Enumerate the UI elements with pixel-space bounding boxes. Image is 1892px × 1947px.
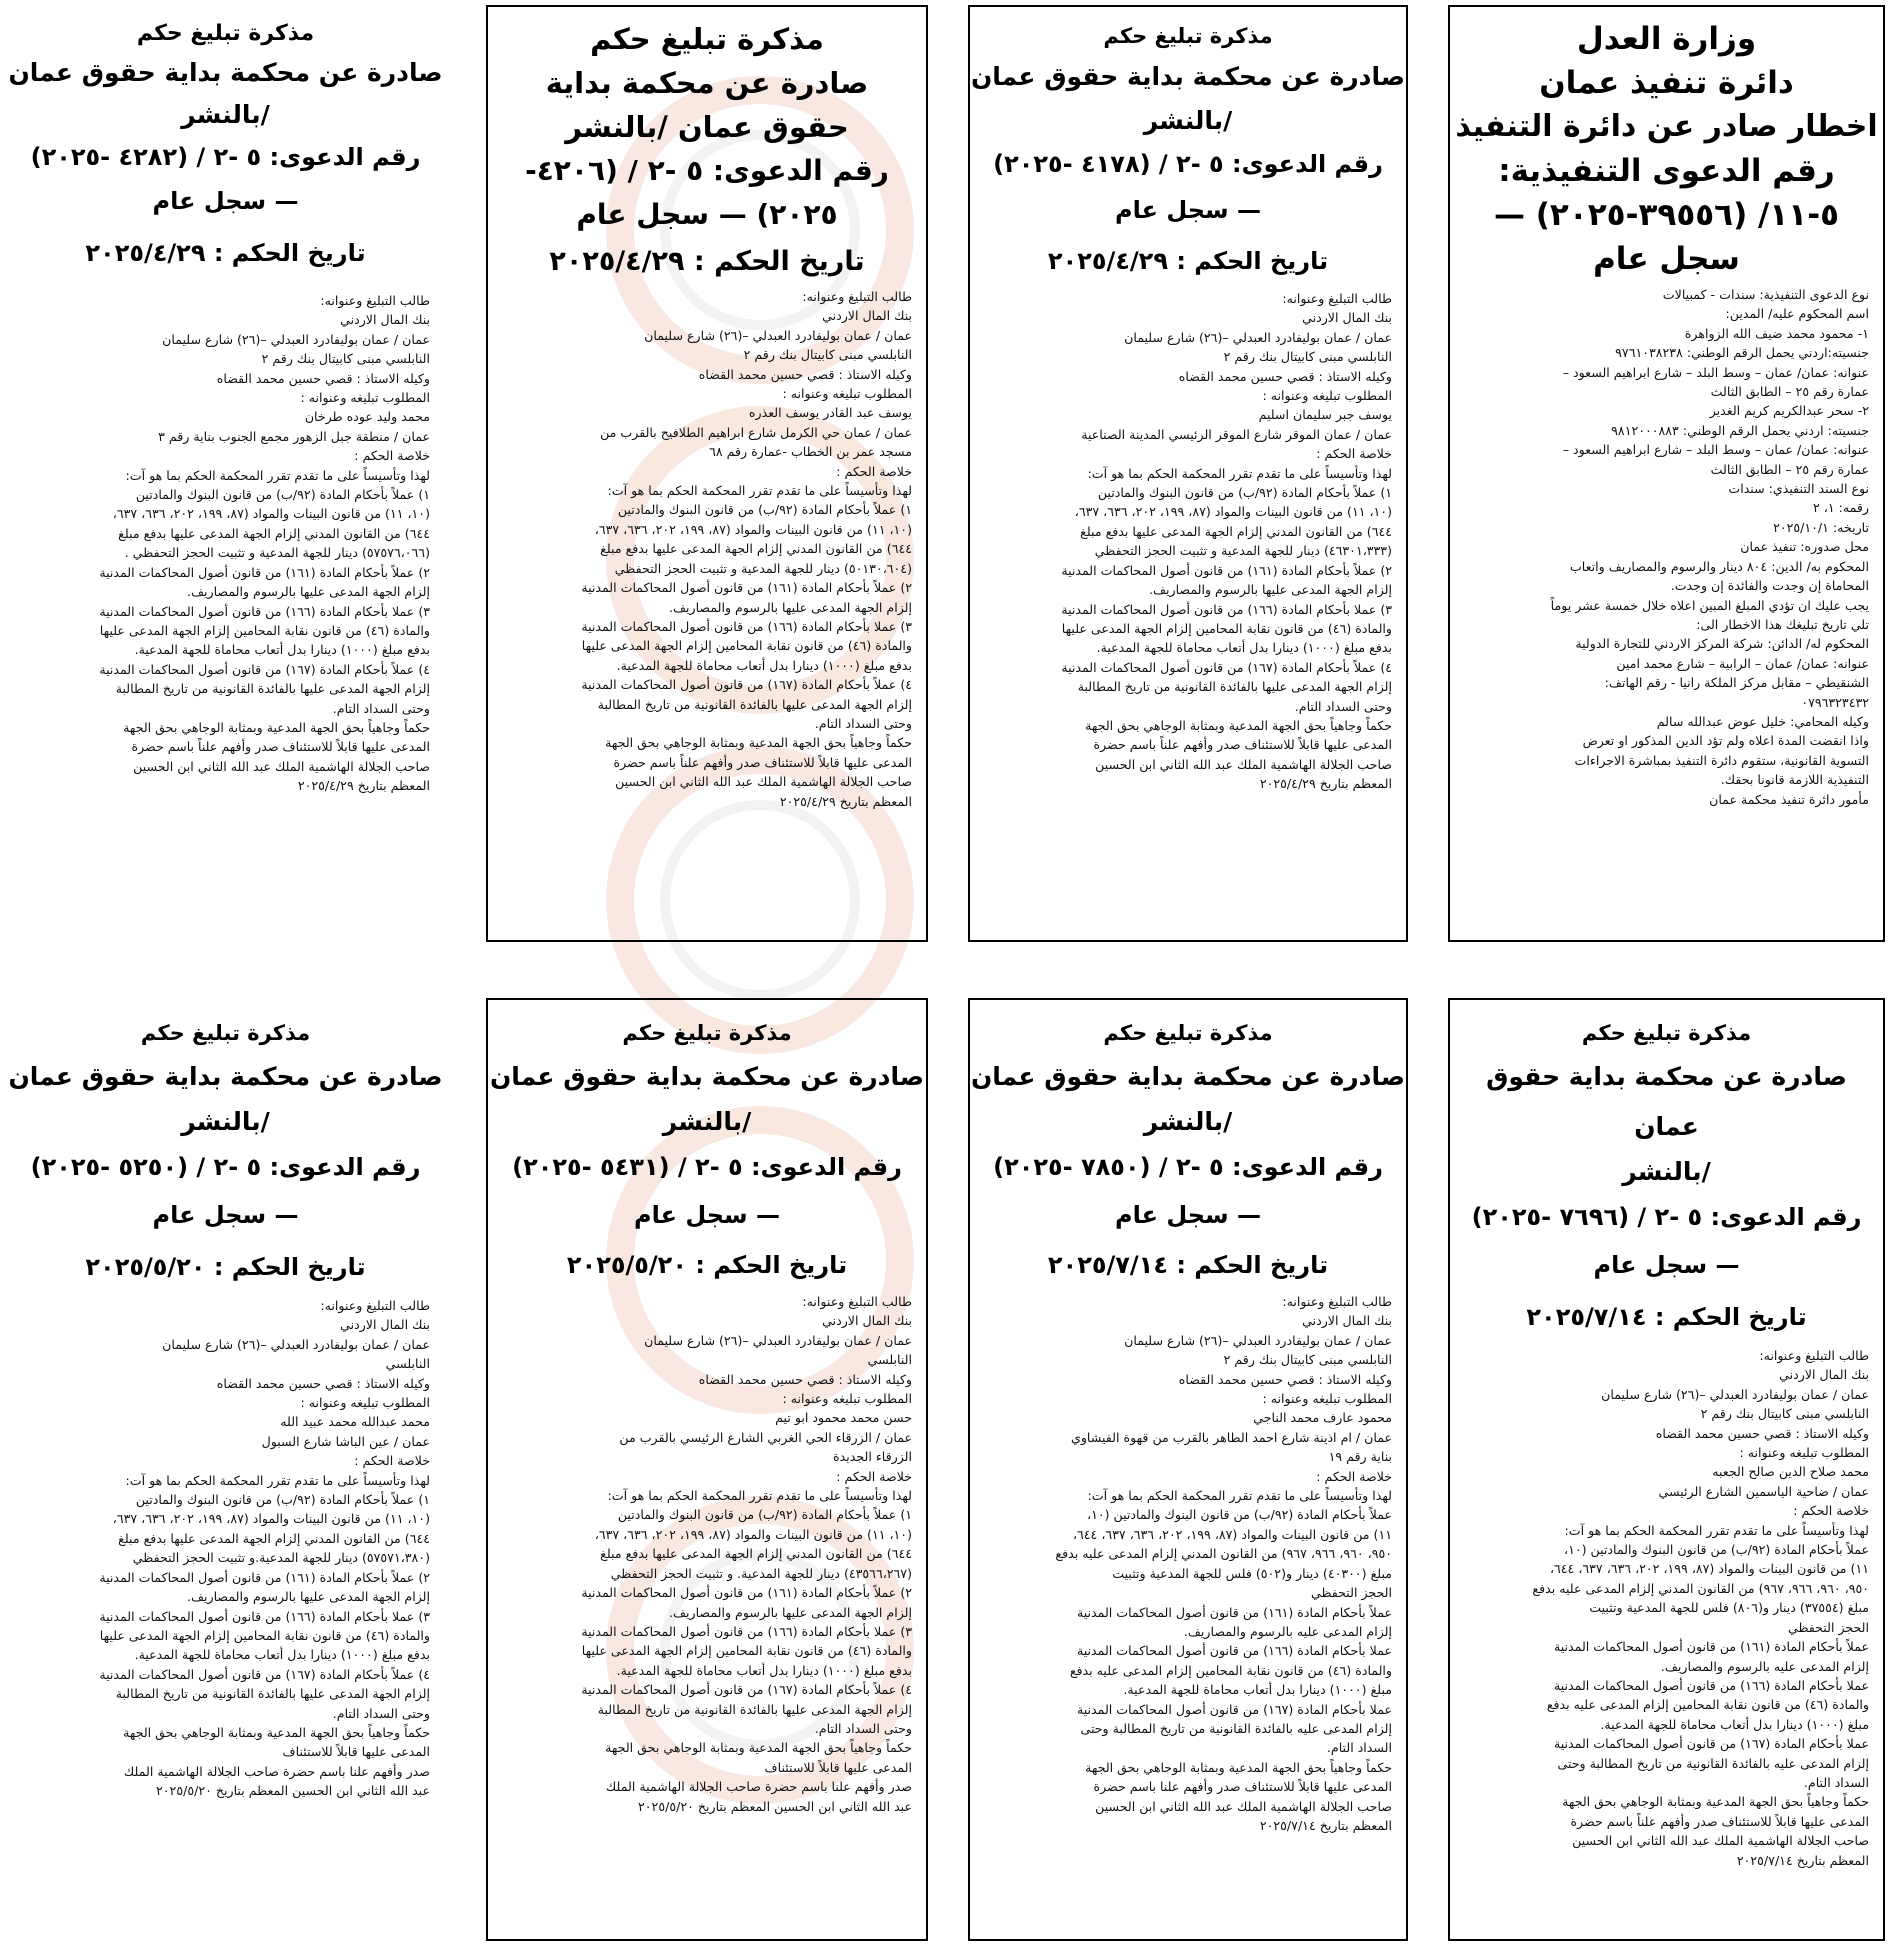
- body-line: إلزام الجهة المدعى عليها بالرسوم والمصاريف.: [1148, 582, 1392, 598]
- body-line: عمان / ضاحية الياسمين الشارع الرئيسي: [1658, 1483, 1869, 1499]
- notice-header: [488, 7, 926, 287]
- body-line: المعظم بتاريخ ٢٠٢٥/٤/٢٩: [1259, 776, 1392, 792]
- body-line: صاحب الجلالة الهاشمية الملك عبد الله الثاني ابن الحسين: [133, 758, 430, 774]
- body-line: بنك المال الاردني: [1302, 1313, 1392, 1329]
- body-line: خلاصة الحكم :: [1316, 1468, 1392, 1484]
- header-line: مذكرة تبليغ حكم: [1103, 24, 1273, 48]
- body-line: المدعى عليها قابلاً للاستئناف صدر وأفهم علناً باسم حضرة: [613, 754, 912, 770]
- body-line: النابلسي مبنى كابيتال بنك رقم ٢: [261, 351, 430, 367]
- body-line: عمان / عمان بوليفادرد العبدلي –(٢٦) شارع سليمان: [644, 1332, 912, 1348]
- body-line: عملا بأحكام المادة (١٦٦) من قانون أصول المحاكمات المدنية: [1077, 1643, 1392, 1659]
- body-line: والمادة (٤٦) من قانون نقابة المحامين إلزام الجهة المدعى عليها: [581, 1643, 912, 1659]
- body-line: بنك المال الاردني: [822, 308, 912, 324]
- notice-body: [1450, 1346, 1883, 1870]
- body-line: إلزام الجهة المدعى عليها بالرسوم والمصاريف.: [186, 584, 430, 600]
- body-line: لهذا وتأسيساً على ما تقدم تقرر المحكمة الحكم بما هو آت:: [125, 1472, 430, 1488]
- body-line: صدر وأفهم علنا باسم حضرة صاحب الجلالة الهاشمية الملك: [605, 1779, 912, 1795]
- header-line: /بالنشر: [1622, 1157, 1711, 1186]
- body-line: خلاصة الحكم :: [354, 1453, 430, 1469]
- body-line: نوع السند التنفيذي: سندات: [1728, 481, 1869, 497]
- body-line: طالب التبليغ وعنوانه:: [320, 1298, 430, 1313]
- body-line: طالب التبليغ وعنوانه:: [1759, 1348, 1869, 1363]
- header-line: مذكرة تبليغ حكم: [1103, 1021, 1273, 1045]
- body-line: حكماً وجاهياً بحق الجهة المدعية وبمثابة الوجاهي بحق الجهة: [605, 1740, 912, 1756]
- header-line: اخطار صادر عن دائرة التنفيذ: [1455, 109, 1878, 144]
- body-line: جنسيته:اردني يحمل الرقم الوطني: ٩٧٦١٠٣٨٢٣٨: [1615, 345, 1869, 361]
- body-line: حكماً وجاهياً بحق الجهة المدعية وبمثابة الوجاهي بحق الجهة: [1085, 1759, 1392, 1775]
- body-line: مبلغ (٣٧٥٥٤) دينار و(٨٠٦) فلس للجهة المدعية وتثبيت: [1589, 1600, 1869, 1616]
- body-line: والمادة (٤٦) من قانون نقابة المحامين إلزام الجهة المدعى عليها: [581, 638, 912, 654]
- body-line: تاريخه: ٢٠٢٥/١٠/١: [1773, 519, 1869, 535]
- header-line: — سجل عام: [152, 187, 299, 215]
- body-line: المدعى عليها قابلاً للاستئناف صدر وأفهم علناً باسم حضرة: [1093, 737, 1392, 753]
- notice-judgment-4206: [486, 5, 928, 942]
- notice-judgment-4178: [968, 5, 1408, 942]
- notice-judgment-4282: [5, 5, 446, 942]
- header-line: دائرة تنفيذ عمان: [1539, 65, 1794, 101]
- body-line: النابلسي: [867, 1352, 912, 1368]
- body-line: ٣) عملا بأحكام المادة (١٦٦) من قانون أصول المحاكمات المدنية: [1061, 601, 1392, 617]
- header-line: رقم الدعوى: ٥ -٢ / (٥٤٣١ -٢٠٢٥): [512, 1153, 902, 1181]
- body-line: عنوانه: عمان/ عمان – الرابية – شارع محمد امين: [1616, 655, 1869, 671]
- body-line: عملا بأحكام المادة (١٦٦) من قانون أصول المحاكمات المدنية: [1554, 1677, 1869, 1693]
- body-line: إلزام الجهة المدعى عليها بالفائدة القانونية من تاريخ المطالبة: [1077, 679, 1392, 695]
- body-line: نوع الدعوى التنفيذية: سندات - كمبيالات: [1662, 287, 1869, 302]
- body-line: وكيله الاستاذ : قصي حسين محمد القضاه: [698, 366, 912, 382]
- body-line: إلزام الجهة المدعى عليها بالرسوم والمصاريف.: [668, 1604, 912, 1620]
- body-line: يوسف جبر سليمان اسليم: [1258, 407, 1392, 423]
- body-line: واذا انقضت المدة اعلاه ولم تؤد الدين المذكور او تعرض: [1582, 733, 1869, 749]
- notice-body: [7, 283, 444, 796]
- body-line: ٦٤٤) من القانون المدني إلزام الجهة المدعى عليها بدفع مبلغ: [600, 1546, 912, 1562]
- body-line: المطلوب تبليغه وعنوانه :: [782, 1391, 912, 1407]
- body-line: السداد التام.: [1803, 1774, 1869, 1790]
- body-line: المدعى عليها قابلاً للاستئناف: [282, 1744, 430, 1760]
- header-line: تاريخ الحكم : ٢٠٢٥/٤/٢٩: [85, 239, 366, 267]
- body-line: يوسف عبد القادر يوسف العذره: [748, 405, 912, 421]
- body-line: المعظم بتاريخ ٢٠٢٥/٧/١٤: [1259, 1817, 1392, 1833]
- body-line: إلزام الجهة المدعى عليها بالفائدة القانونية من تاريخ المطالبة: [115, 1686, 430, 1702]
- body-line: وحتى السداد التام.: [332, 700, 430, 716]
- body-line: ٣) عملا بأحكام المادة (١٦٦) من قانون أصول المحاكمات المدنية: [99, 603, 430, 619]
- body-line: طالب التبليغ وعنوانه:: [802, 1294, 912, 1309]
- body-line: ٦٤٤) من القانون المدني إلزام الجهة المدعى عليها بدفع مبلغ: [118, 525, 430, 541]
- body-line: (٤٦٣٠١،٣٣٣) دينار للجهة المدعية و تثبيت الحجز التحفظي: [1094, 543, 1392, 559]
- body-line: صاحب الجلالة الهاشمية الملك عبد الله الثاني ابن الحسين: [1095, 1798, 1392, 1814]
- header-line: صادرة عن محكمة بداية حقوق عمان: [970, 1062, 1406, 1091]
- body-line: عمان / عمان بوليفادرد العبدلي –(٢٦) شارع سليمان: [1601, 1386, 1869, 1402]
- body-line: محمد صلاح الدين صالح الجعبه: [1712, 1464, 1869, 1480]
- notice-header: [7, 1000, 444, 1296]
- body-line: التسوية القانونية، ستقوم دائرة التنفيذ بمباشرة الاجراءات: [1574, 752, 1869, 768]
- body-line: محمد وليد عوده طرخان: [304, 409, 430, 425]
- header-line: صادرة عن محكمة بداية حقوق عمان: [8, 58, 443, 87]
- header-line: صادرة عن محكمة بداية: [545, 66, 869, 100]
- body-line: ٣) عملا بأحكام المادة (١٦٦) من قانون أصول المحاكمات المدنية: [581, 1623, 912, 1639]
- notice-body: [970, 289, 1406, 794]
- body-line: ١) عملاً بأحكام المادة (٩٢/ب) من قانون البنوك والمادتين: [135, 487, 430, 503]
- body-line: لهذا وتأسيساً على ما تقدم تقرر المحكمة الحكم بما هو آت:: [125, 467, 430, 483]
- header-line: سجل عام: [1593, 241, 1740, 277]
- body-line: الشنقيطي – مقابل مركز الملكة رانيا - رقم الهاتف:: [1604, 675, 1869, 691]
- body-line: ١) عملاً بأحكام المادة (٩٢/ب) من قانون البنوك والمادتين: [617, 502, 912, 518]
- header-line: رقم الدعوى: ٥ -٢ / (٧٦٩٦ -٢٠٢٥): [1471, 1203, 1862, 1231]
- body-line: المدعى عليها قابلاً للاستئناف صدر وأفهم علناً باسم حضرة: [1570, 1813, 1869, 1829]
- notice-judgment-5431: [486, 998, 928, 1941]
- body-line: عملاً بأحكام المادة (١٦١) من قانون أصول المحاكمات المدنية: [1077, 1604, 1392, 1620]
- body-line: المعظم بتاريخ ٢٠٢٥/٤/٢٩: [297, 778, 430, 794]
- body-line: مسجد عمر بن الخطاب -عمارة رقم ٦٨: [709, 444, 912, 460]
- body-line: (١٠، ١١) من قانون البينات والمواد (٨٧، ١٩٩، ٢٠٢، ٦٣٦، ٦٣٧،: [1074, 504, 1392, 520]
- body-line: المعظم بتاريخ ٢٠٢٥/٤/٢٩: [779, 793, 912, 809]
- notice-header: [1450, 1000, 1883, 1346]
- header-line: مذكرة تبليغ حكم: [136, 21, 315, 46]
- body-line: حكماً وجاهياً بحق الجهة المدعية وبمثابة الوجاهي بحق الجهة: [123, 1724, 430, 1740]
- body-line: لهذا وتأسيساً على ما تقدم تقرر المحكمة الحكم بما هو آت:: [1087, 465, 1392, 481]
- header-line: — سجل عام: [633, 1201, 781, 1229]
- body-line: إلزام المدعى عليه بالفائدة القانونية من تاريخ المطالبة وحتى: [1080, 1720, 1392, 1736]
- header-line: /بالنشر: [181, 1107, 270, 1136]
- body-line: عمان / عمان الموقر شارع الموقر الرئيسي المدينة الصناعية: [1081, 426, 1392, 442]
- header-line: تاريخ الحكم : ٢٠٢٥/٥/٢٠: [566, 1251, 848, 1279]
- body-line: خلاصة الحكم :: [354, 448, 430, 464]
- header-line: صادرة عن محكمة بداية حقوق عمان: [1486, 1062, 1847, 1141]
- body-line: السداد التام.: [1326, 1740, 1392, 1756]
- header-line: — سجل عام: [1114, 196, 1262, 224]
- body-line: بنك المال الاردني: [1779, 1367, 1869, 1383]
- header-line: رقم الدعوى: ٥ -٢ / (٧٨٥٠ -٢٠٢٥): [993, 1153, 1383, 1181]
- body-line: عملاً بأحكام المادة (١٦١) من قانون أصول المحاكمات المدنية: [1554, 1639, 1869, 1655]
- body-line: وكيله الاستاذ : قصي حسين محمد القضاه: [1655, 1425, 1869, 1441]
- body-line: النابلسي مبنى كابيتال بنك رقم ٢: [743, 347, 912, 363]
- body-line: ٦٤٤) من القانون المدني إلزام الجهة المدعى عليها بدفع مبلغ: [118, 1530, 430, 1546]
- body-line: عبد الله الثاني ابن الحسين المعظم بتاريخ ٢٠٢٥/٥/٢٠: [638, 1798, 912, 1814]
- body-line: عنوانه: عمان/ عمان – وسط البلد – شارع ابراهيم السعود –: [1562, 364, 1869, 380]
- body-line: عبد الله الثاني ابن الحسين المعظم بتاريخ ٢٠٢٥/٥/٢٠: [156, 1783, 430, 1799]
- body-line: عملاً بأحكام المادة (٩٢/ب) من قانون البنوك والمادتين (١٠،: [1086, 1507, 1392, 1523]
- body-line: إلزام المدعى عليه بالفائدة القانونية من تاريخ المطالبة وحتى: [1557, 1755, 1869, 1771]
- body-line: طالب التبليغ وعنوانه:: [802, 289, 912, 304]
- body-line: وحتى السداد التام.: [814, 1720, 912, 1736]
- body-line: عمان / عمان بوليفادرد العبدلي –(٢٦) شارع سليمان: [1124, 1332, 1392, 1348]
- body-line: النابلسي مبنى كابيتال بنك رقم ٢: [1223, 349, 1392, 365]
- body-line: جنسيته: اردني يحمل الرقم الوطني: ٩٨١٢٠٠٠٨٨٣: [1611, 422, 1869, 438]
- body-line: المحاماة إن وجدت والفائدة إن وجدت.: [1670, 578, 1869, 594]
- header-line: مذكرة تبليغ حكم: [590, 22, 824, 56]
- body-line: بدفع مبلغ (١٠٠٠) دينارا بدل أتعاب محاماة للجهة المدعية.: [616, 657, 912, 673]
- body-line: عمان / عمان بوليفادرد العبدلي –(٢٦) شارع سليمان: [644, 327, 912, 343]
- notice-body: [970, 1292, 1406, 1835]
- body-line: ٤) عملاً بأحكام المادة (١٦٧) من قانون أصول المحاكمات المدنية: [1061, 659, 1392, 675]
- body-line: عملاً بأحكام المادة (٩٢/ب) من قانون البنوك والمادتين (١٠،: [1563, 1542, 1869, 1558]
- body-line: (١٠، ١١) من قانون البينات والمواد (٨٧، ١٩٩، ٢٠٢، ٦٣٦، ٦٣٧،: [594, 521, 912, 537]
- body-line: إلزام المدعى عليه بالرسوم والمصاريف.: [1183, 1623, 1392, 1639]
- body-line: (١٠، ١١) من قانون البينات والمواد (٨٧، ١٩٩، ٢٠٢، ٦٣٦، ٦٣٧،: [112, 506, 430, 522]
- body-line: عمان / ام اذينة شارع احمد الطاهر بالقرب من قهوة الفيشاوي: [1070, 1429, 1392, 1445]
- body-line: إلزام الجهة المدعى عليها بالرسوم والمصاريف.: [668, 599, 912, 615]
- body-line: ١- محمود محمد ضيف الله الزواهرة: [1684, 325, 1869, 341]
- notice-header: [970, 7, 1406, 289]
- body-line: صاحب الجلالة الهاشمية الملك عبد الله الثاني ابن الحسين: [615, 774, 912, 790]
- body-line: بدفع مبلغ (١٠٠٠) دينارا بدل أتعاب محاماة للجهة المدعية.: [1096, 640, 1392, 656]
- body-line: والمادة (٤٦) من قانون نقابة المحامين إلزام الجهة المدعى عليها: [99, 1627, 430, 1643]
- body-line: ٠٧٩٦٣٢٣٤٣٢: [1801, 694, 1869, 710]
- body-line: ٤) عملاً بأحكام المادة (١٦٧) من قانون أصول المحاكمات المدنية: [99, 661, 430, 677]
- body-line: ٢) عملاً بأحكام المادة (١٦١) من قانون أصول المحاكمات المدنية: [581, 580, 912, 596]
- header-line: ٥-١١/ (٣٩٥٥٦-٢٠٢٥) —: [1493, 197, 1840, 233]
- body-line: رقمه: ١، ٢: [1813, 500, 1869, 516]
- body-line: مأمور دائرة تنفيذ محكمة عمان: [1709, 791, 1869, 807]
- header-line: — سجل عام: [1593, 1251, 1740, 1279]
- body-line: ٤) عملاً بأحكام المادة (١٦٧) من قانون أصول المحاكمات المدنية: [581, 1682, 912, 1698]
- body-line: وحتى السداد التام.: [332, 1705, 430, 1721]
- header-line: صادرة عن محكمة بداية حقوق عمان: [489, 1062, 925, 1091]
- body-line: عمان / عين الباشا شارع السبول: [261, 1433, 430, 1449]
- notice-header: [488, 1000, 926, 1292]
- body-line: وكيله الاستاذ : قصي حسين محمد القضاه: [1178, 368, 1392, 384]
- notice-header: [7, 7, 444, 283]
- body-line: ٢) عملاً بأحكام المادة (١٦١) من قانون أصول المحاكمات المدنية: [581, 1585, 912, 1601]
- header-line: /بالنشر: [181, 100, 270, 129]
- body-line: مبلغ (١٠٠٠) دينارا بدل أتعاب محاماة للجهة المدعية.: [1600, 1716, 1869, 1732]
- body-line: النابلسي مبنى كابيتال بنك رقم ٢: [1700, 1406, 1869, 1422]
- body-line: والمادة (٤٦) من قانون نقابة المحامين إلزام الجهة المدعى عليها: [1061, 620, 1392, 636]
- body-line: التنفيذية اللازمة قانونا بحقك.: [1720, 772, 1869, 788]
- body-line: عمارة رقم ٢٥ – الطابق الثالث: [1710, 461, 1869, 477]
- body-line: المحكوم له/ الدائن: شركة المركز الاردني للتجارة الدولية: [1575, 636, 1869, 652]
- header-line: تاريخ الحكم : ٢٠٢٥/٤/٢٩: [549, 246, 865, 277]
- body-line: الزرقاء الجديدة: [833, 1449, 912, 1465]
- body-line: والمادة (٤٦) من قانون نقابة المحامين إلزام الجهة المدعى عليها: [99, 622, 430, 638]
- body-line: ١) عملاً بأحكام المادة (٩٢/ب) من قانون البنوك والمادتين: [1097, 485, 1392, 501]
- body-line: لهذا وتأسيساً على ما تقدم تقرر المحكمة الحكم بما هو آت:: [1564, 1522, 1869, 1538]
- header-line: رقم الدعوى: ٥ -٢ / (٤٢٠٦-: [525, 154, 889, 187]
- body-line: حكماً وجاهياً بحق الجهة المدعية وبمثابة الوجاهي بحق الجهة: [1085, 717, 1392, 733]
- header-line: — سجل عام: [1114, 1201, 1262, 1229]
- body-line: بدفع مبلغ (١٠٠٠) دينارا بدل أتعاب محاماة للجهة المدعية.: [134, 642, 430, 658]
- body-line: ٩٥٠، ٩٦٠، ٩٦٦، ٩٦٧) من القانون المدني إلزام المدعى عليه بدفع: [1532, 1580, 1869, 1596]
- header-line: /بالنشر: [662, 1107, 752, 1136]
- header-line: /بالنشر: [1143, 106, 1233, 135]
- body-line: عمان / عمان حي الكرمل شارع ابراهيم الطلافيح بالقرب من: [600, 424, 912, 440]
- body-line: ٢- سحر عبدالكريم كريم الغدير: [1709, 403, 1869, 419]
- body-line: (٤٣٥٦٦،٢٦٧) دينار للجهة المدعية. و تثبيت الحجز التحفظي: [610, 1565, 912, 1581]
- notice-execution: [1448, 5, 1885, 942]
- header-line: /بالنشر: [1143, 1107, 1233, 1136]
- header-line: تاريخ الحكم : ٢٠٢٥/٤/٢٩: [1047, 247, 1329, 275]
- body-line: المدعى عليها قابلاً للاستئناف صدر وأفهم علنا باسم حضرة: [1093, 1779, 1392, 1795]
- body-line: خلاصة الحكم :: [836, 1468, 912, 1484]
- body-line: إلزام الجهة المدعى عليها بالرسوم والمصاريف.: [186, 1589, 430, 1605]
- notice-body: [1450, 281, 1883, 809]
- body-line: يجب عليك ان تؤدي المبلغ المبين اعلاه خلال خمسة عشر يوماً: [1550, 597, 1869, 613]
- body-line: (٥٠١٣٠،٦٠٤) دينار للجهة المدعية و تثبيت الحجز التحفظي: [614, 560, 912, 576]
- notice-header: [1450, 7, 1883, 281]
- body-line: (٥٧٥٧١،٣٨٠) دينار للجهة المدعية.و تثبيت الحجز التحفظي: [132, 1550, 430, 1566]
- body-line: عمان / الزرقاء الحي الغربي الشارع الرئيسي بالقرب من: [619, 1429, 912, 1445]
- body-line: (١٠، ١١) من قانون البينات والمواد (٨٧، ١٩٩، ٢٠٢، ٦٣٦، ٦٣٧،: [112, 1511, 430, 1527]
- body-line: ٦٤٤) من القانون المدني إلزام الجهة المدعى عليها بدفع مبلغ: [600, 541, 912, 557]
- body-line: ٣) عملا بأحكام المادة (١٦٦) من قانون أصول المحاكمات المدنية: [581, 618, 912, 634]
- header-line: تاريخ الحكم : ٢٠٢٥/٧/١٤: [1526, 1303, 1807, 1331]
- body-line: ٢) عملاً بأحكام المادة (١٦١) من قانون أصول المحاكمات المدنية: [99, 1569, 430, 1585]
- body-line: عمان / منطقة جبل الزهور مجمع الجنوب بناية رقم ٣: [158, 428, 430, 444]
- header-line: وزارة العدل: [1576, 21, 1757, 57]
- body-line: المدعى عليها قابلاً للاستئناف صدر وأفهم علناً باسم حضرة: [131, 739, 430, 755]
- body-line: عمارة رقم ٢٥ – الطابق الثالث: [1710, 384, 1869, 400]
- body-line: المطلوب تبليغه وعنوانه :: [300, 390, 430, 406]
- body-line: وحتى السداد التام.: [814, 715, 912, 731]
- body-line: طالب التبليغ وعنوانه:: [1282, 1294, 1392, 1309]
- body-line: مبلغ (٤٠٣٠٠) دينار و(٥٠٢) فلس للجهة المدعية وتثبيت: [1112, 1565, 1392, 1581]
- body-line: المعظم بتاريخ ٢٠٢٥/٧/١٤: [1736, 1852, 1869, 1868]
- body-line: بدفع مبلغ (١٠٠٠) دينارا بدل أتعاب محاماة للجهة المدعية.: [134, 1647, 430, 1663]
- body-line: عمان / عمان بوليفادرد العبدلي –(٢٦) شارع سليمان: [162, 1336, 430, 1352]
- body-line: خلاصة الحكم :: [836, 463, 912, 479]
- header-line: تاريخ الحكم : ٢٠٢٥/٧/١٤: [1047, 1251, 1329, 1279]
- body-line: بنك المال الاردني: [822, 1313, 912, 1329]
- body-line: لهذا وتأسيساً على ما تقدم تقرر المحكمة الحكم بما هو آت:: [1087, 1488, 1392, 1504]
- body-line: عمان / عمان بوليفادرد العبدلي –(٢٦) شارع سليمان: [162, 331, 430, 347]
- body-line: طالب التبليغ وعنوانه:: [1282, 291, 1392, 306]
- body-line: لهذا وتأسيساً على ما تقدم تقرر المحكمة الحكم بما هو آت:: [607, 483, 912, 499]
- body-line: ١) عملاً بأحكام المادة (٩٢/ب) من قانون البنوك والمادتين: [135, 1492, 430, 1508]
- body-line: وحتى السداد التام.: [1294, 698, 1392, 714]
- notice-header: [970, 1000, 1406, 1292]
- notice-body: [7, 1296, 444, 1801]
- body-line: بنك المال الاردني: [340, 312, 430, 328]
- body-line: محمود عارف محمد الناجي: [1253, 1410, 1392, 1426]
- body-line: (١٠، ١١) من قانون البينات والمواد (٨٧، ١٩٩، ٢٠٢، ٦٣٦، ٦٣٧،: [594, 1526, 912, 1542]
- body-line: ٣) عملا بأحكام المادة (١٦٦) من قانون أصول المحاكمات المدنية: [99, 1608, 430, 1624]
- body-line: محل صدوره: تنفيذ عمان: [1740, 539, 1869, 555]
- body-line: المطلوب تبليغه وعنوانه :: [1262, 388, 1392, 404]
- body-line: المطلوب تبليغه وعنوانه :: [300, 1395, 430, 1411]
- body-line: طالب التبليغ وعنوانه:: [320, 293, 430, 308]
- body-line: ٢) عملاً بأحكام المادة (١٦١) من قانون أصول المحاكمات المدنية: [1061, 562, 1392, 578]
- header-line: حقوق عمان /بالنشر: [565, 110, 849, 144]
- body-line: وكيله الاستاذ : قصي حسين محمد القضاه: [216, 1375, 430, 1391]
- body-line: ١) عملاً بأحكام المادة (٩٢/ب) من قانون البنوك والمادتين: [617, 1507, 912, 1523]
- body-line: حكماً وجاهياً بحق الجهة المدعية وبمثابة الوجاهي بحق الجهة: [1562, 1794, 1869, 1810]
- body-line: وكيله الاستاذ : قصي حسين محمد القضاه: [698, 1371, 912, 1387]
- body-line: حكماً وجاهياً بحق الجهة المدعية وبمثابة الوجاهي بحق الجهة: [605, 735, 912, 751]
- body-line: بناية رقم ١٩: [1328, 1449, 1392, 1465]
- body-line: الحجز التحفظي: [1310, 1585, 1392, 1601]
- header-line: — سجل عام: [152, 1201, 299, 1229]
- body-line: بنك المال الاردني: [340, 1317, 430, 1333]
- body-line: ٤) عملاً بأحكام المادة (١٦٧) من قانون أصول المحاكمات المدنية: [581, 677, 912, 693]
- body-line: حسن محمد محمود ابو تيم: [775, 1410, 912, 1426]
- body-line: ٩٥٠، ٩٦٠، ٩٦٦، ٩٦٧) من القانون المدني إلزام المدعى عليه بدفع: [1055, 1546, 1392, 1562]
- body-line: بنك المال الاردني: [1302, 310, 1392, 326]
- body-line: اسم المحكوم عليه/ المدين:: [1725, 306, 1869, 322]
- body-line: صاحب الجلالة الهاشمية الملك عبد الله الثاني ابن الحسين: [1572, 1833, 1869, 1849]
- header-line: مذكرة تبليغ حكم: [140, 1021, 311, 1045]
- body-line: ١١) من قانون البينات والمواد (٨٧، ١٩٩، ٢٠٢، ٦٣٦، ٦٣٧، ٦٤٤،: [1549, 1561, 1869, 1577]
- body-line: ٦٤٤) من القانون المدني إلزام الجهة المدعى عليها بدفع مبلغ: [1080, 523, 1392, 539]
- body-line: إلزام الجهة المدعى عليها بالفائدة القانونية من تاريخ المطالبة: [115, 681, 430, 697]
- body-line: ٢) عملاً بأحكام المادة (١٦١) من قانون أصول المحاكمات المدنية: [99, 564, 430, 580]
- body-line: والمادة (٤٦) من قانون نقابة المحامين إلزام المدعى عليه بدفع: [1546, 1697, 1869, 1713]
- body-line: ١١) من قانون البينات والمواد (٨٧، ١٩٩، ٢٠٢، ٦٣٦، ٦٣٧، ٦٤٤،: [1072, 1526, 1392, 1542]
- body-line: الحجز التحفظي: [1787, 1619, 1869, 1635]
- body-line: المحكوم به/ الدين: ٨٠٤ دينار والرسوم والمصاريف واتعاب: [1569, 558, 1869, 574]
- notice-judgment-5250: [5, 998, 446, 1941]
- body-line: وكيله المحامي: خليل عوض عبدالله سالم: [1656, 713, 1869, 729]
- notice-body: [488, 287, 926, 811]
- body-line: إلزام الجهة المدعى عليها بالفائدة القانونية من تاريخ المطالبة: [597, 1701, 912, 1717]
- body-line: النابلسي مبنى كابيتال بنك رقم ٢: [1223, 1352, 1392, 1368]
- body-line: المطلوب تبليغه وعنوانه :: [1739, 1445, 1869, 1461]
- header-line: صادرة عن محكمة بداية حقوق عمان: [970, 62, 1406, 91]
- header-line: صادرة عن محكمة بداية حقوق عمان: [8, 1062, 443, 1091]
- body-line: إلزام الجهة المدعى عليها بالفائدة القانونية من تاريخ المطالبة: [597, 696, 912, 712]
- body-line: صاحب الجلالة الهاشمية الملك عبد الله الثاني ابن الحسين: [1095, 756, 1392, 772]
- body-line: ٤) عملاً بأحكام المادة (١٦٧) من قانون أصول المحاكمات المدنية: [99, 1666, 430, 1682]
- header-line: رقم الدعوى: ٥ -٢ / (٤١٧٨ -٢٠٢٥): [993, 150, 1383, 178]
- header-line: ٢٠٢٥) — سجل عام: [576, 198, 838, 231]
- body-line: خلاصة الحكم :: [1793, 1503, 1869, 1519]
- body-line: وكيله الاستاذ : قصي حسين محمد القضاه: [216, 370, 430, 386]
- header-line: رقم الدعوى التنفيذية:: [1498, 153, 1835, 189]
- notice-judgment-7850: [968, 998, 1408, 1941]
- body-line: المدعى عليها قابلاً للاستئناف: [764, 1759, 912, 1775]
- body-line: (٥٧٥٧٦،٠٦٦) دينار للجهة المدعية و تثبيت الحجز التحفظي .: [124, 545, 430, 561]
- header-line: رقم الدعوى: ٥ -٢ / (٤٢٨٢ -٢٠٢٥): [30, 143, 421, 171]
- body-line: عنوانه: عمان/ عمان – وسط البلد – شارع ابراهيم السعود –: [1562, 442, 1869, 458]
- header-line: رقم الدعوى: ٥ -٢ / (٥٢٥٠ -٢٠٢٥): [30, 1153, 421, 1181]
- header-line: تاريخ الحكم : ٢٠٢٥/٥/٢٠: [85, 1253, 366, 1281]
- body-line: إلزام المدعى عليه بالرسوم والمصاريف.: [1660, 1658, 1869, 1674]
- body-line: عملا بأحكام المادة (١٦٧) من قانون أصول المحاكمات المدنية: [1554, 1736, 1869, 1752]
- body-line: خلاصة الحكم :: [1316, 446, 1392, 462]
- body-line: تلي تاريخ تبليغك هذا الاخطار الى:: [1696, 616, 1869, 632]
- body-line: بدفع مبلغ (١٠٠٠) دينارا بدل أتعاب محاماة للجهة المدعية.: [616, 1662, 912, 1678]
- body-line: لهذا وتأسيساً على ما تقدم تقرر المحكمة الحكم بما هو آت:: [607, 1488, 912, 1504]
- body-line: محمد عبدالله محمد عبيد الله: [280, 1414, 430, 1430]
- body-line: عملا بأحكام المادة (١٦٧) من قانون أصول المحاكمات المدنية: [1077, 1701, 1392, 1717]
- header-line: مذكرة تبليغ حكم: [622, 1021, 792, 1045]
- body-line: والمادة (٤٦) من قانون نقابة المحامين إلزام المدعى عليه بدفع: [1069, 1662, 1392, 1678]
- body-line: صدر وأفهم علنا باسم حضرة صاحب الجلالة الهاشمية الملك: [123, 1763, 430, 1779]
- notice-judgment-7696: [1448, 998, 1885, 1941]
- body-line: المطلوب تبليغه وعنوانه :: [782, 386, 912, 402]
- body-line: المطلوب تبليغه وعنوانه :: [1262, 1391, 1392, 1407]
- body-line: حكماً وجاهياً بحق الجهة المدعية وبمثابة الوجاهي بحق الجهة: [123, 719, 430, 735]
- body-line: النابلسي: [385, 1356, 430, 1372]
- body-line: مبلغ (١٠٠٠) دينارا بدل أتعاب محاماة للجهة المدعية.: [1123, 1682, 1392, 1698]
- header-line: مذكرة تبليغ حكم: [1581, 1021, 1752, 1045]
- notice-body: [488, 1292, 926, 1816]
- body-line: عمان / عمان بوليفادرد العبدلي –(٢٦) شارع سليمان: [1124, 329, 1392, 345]
- body-line: وكيله الاستاذ : قصي حسين محمد القضاه: [1178, 1371, 1392, 1387]
